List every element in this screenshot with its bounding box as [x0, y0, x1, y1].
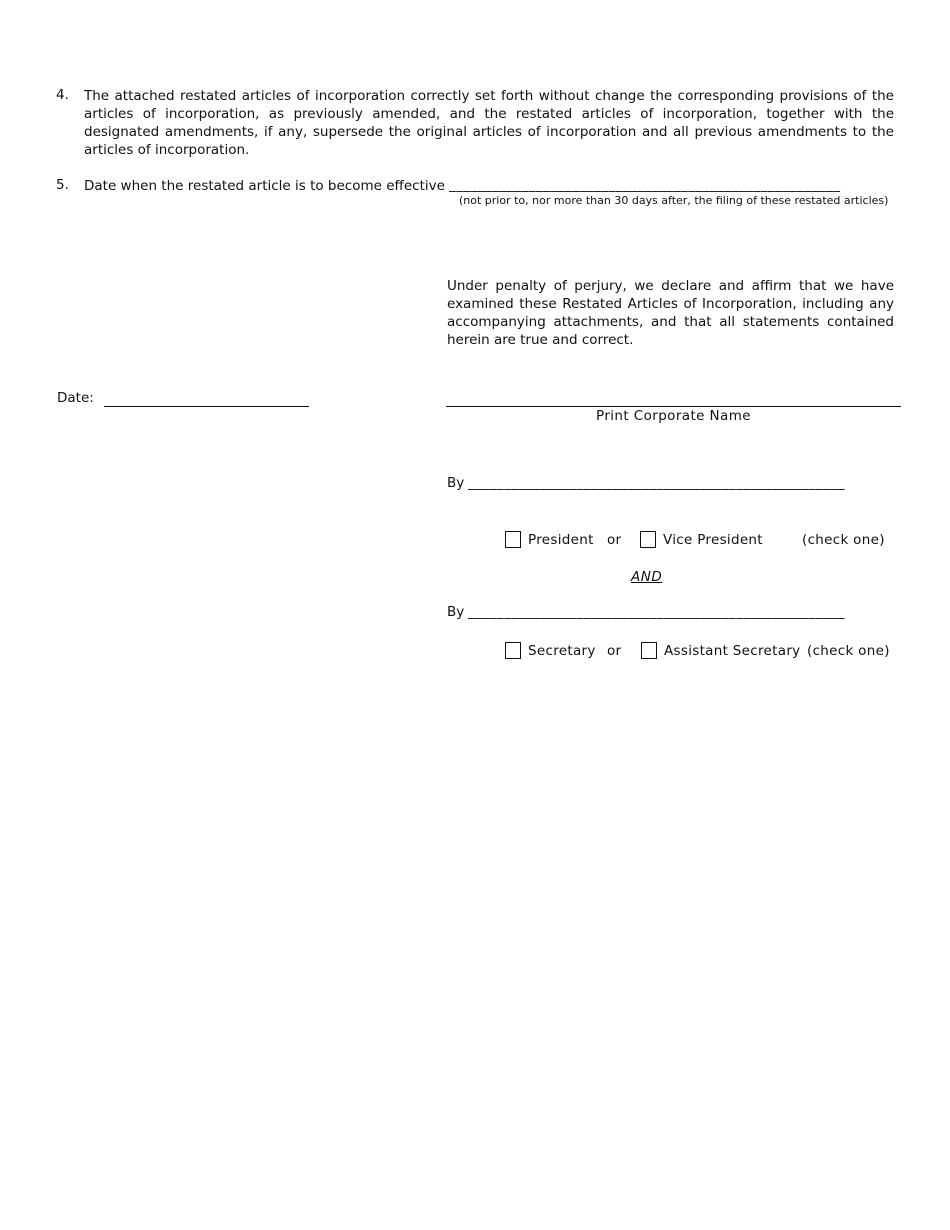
signature-1-by-label: By	[447, 475, 465, 491]
perjury-affirmation: Under penalty of perjury, we declare and affirm that we have examined these Restated Articles of Incorporation, including any accompanying attachments, and that all statements contained herein are true and correct.	[447, 278, 894, 348]
effective-date-note: (not prior to, nor more than 30 days after, the filing of these restated articles)	[459, 194, 889, 207]
vice-president-checkbox[interactable]	[640, 531, 656, 548]
assistant-secretary-checkbox[interactable]	[641, 642, 657, 659]
check-one-label-1: (check one)	[802, 532, 885, 548]
check-one-label-2: (check one)	[807, 643, 890, 659]
signature-2-field[interactable]: ____________________________________________________	[468, 604, 845, 620]
effective-date-field[interactable]: ______________________________________________________	[449, 177, 841, 193]
or-label-1: or	[607, 532, 622, 548]
and-label: AND	[631, 569, 663, 585]
item-4-text: The attached restated articles of incorporation correctly set forth without change the corresponding provisions of the articles of incorporation, as previously amended, and the restated articles of incorporation, together with the designated amendments, if any, supersede the original articles of incorporation and all previous amendments to the articles of incorporation.	[84, 88, 894, 158]
signature-2-by-label: By	[447, 604, 465, 620]
corporate-name-label: Print Corporate Name	[596, 408, 751, 424]
vice-president-label: Vice President	[663, 532, 763, 548]
date-field[interactable]	[104, 406, 309, 407]
item-5-text: Date when the restated article is to become effective	[84, 178, 445, 194]
item-4-number: 4.	[56, 87, 69, 103]
date-label: Date:	[57, 390, 94, 406]
or-label-2: or	[607, 643, 622, 659]
assistant-secretary-label: Assistant Secretary	[664, 643, 801, 659]
item-5-number: 5.	[56, 177, 69, 193]
signature-1-field[interactable]: ____________________________________________________	[468, 475, 845, 491]
secretary-checkbox[interactable]	[505, 642, 521, 659]
corporate-name-field[interactable]	[446, 406, 901, 407]
president-checkbox[interactable]	[505, 531, 521, 548]
president-label: President	[528, 532, 594, 548]
secretary-label: Secretary	[528, 643, 596, 659]
